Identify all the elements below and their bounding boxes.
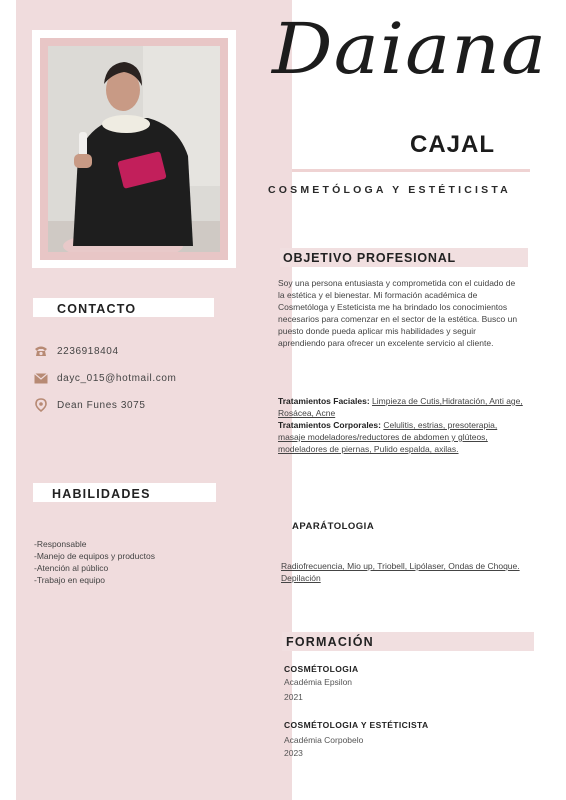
contact-title: CONTACTO (57, 302, 137, 316)
photo-frame (32, 30, 236, 268)
profile-photo-illustration (48, 46, 220, 252)
facial-label: Tratamientos Faciales: (278, 396, 370, 406)
apparatus-line: Depilación (281, 573, 321, 583)
skills-list (34, 538, 155, 586)
email-address[interactable]: dayc_015@hotmail.com (57, 372, 177, 384)
skills-title: HABILIDADES (52, 487, 151, 501)
address: Dean Funes 3075 (57, 399, 146, 411)
job-title: COSMETÓLOGA Y ESTÉTICISTA (268, 184, 511, 196)
treatments-block (278, 395, 526, 455)
objective-text: Soy una persona entusiasta y comprometida con el cuidado de la estética y el bienestar. Mi formación académica de Cosmetóloga y Esteticista me ha brindado los conocimientos necesarios para comenzar en el sector de la estética. Busco un puesto donde pueda aplicar mis habilidades y seguir aprendiendo para ofrecer un excelente servicio al cliente. (278, 278, 518, 348)
phone-icon (34, 344, 48, 358)
body-label: Tratamientos Corporales: (278, 420, 381, 430)
location-icon (34, 398, 48, 412)
skill-item: -Atención al público (34, 563, 109, 573)
skill-item: -Trabajo en equipo (34, 575, 106, 585)
first-name: Daiana (272, 8, 548, 90)
education-title: FORMACIÓN (286, 635, 374, 649)
body-treatments (278, 419, 526, 455)
education-item-title: COSMÉTOLOGIA (284, 664, 359, 674)
email-icon (34, 371, 48, 385)
last-name: CAJAL (410, 131, 496, 158)
apparatus-line: Radiofrecuencia, Mio up, Triobell, Lipólaser, Ondas de Choque. (281, 561, 520, 571)
education-item-school: Académia Corpobelo (284, 735, 364, 745)
education-item-year: 2021 (284, 692, 303, 702)
contact-email (34, 371, 176, 385)
objective-title: OBJETIVO PROFESIONAL (283, 251, 456, 265)
facial-text: Limpieza de Cutis,Hidratación, Anti age, Rosácea, Acne (278, 396, 523, 418)
facial-treatments (278, 395, 526, 419)
photo-border (40, 38, 228, 260)
education-item-title: COSMÉTOLOGIA Y ESTÉTICISTA (284, 720, 429, 730)
contact-address (34, 398, 146, 412)
apparatus-title: APARÁTOLOGIA (292, 521, 375, 532)
contact-phone (34, 344, 119, 358)
apparatus-text (281, 560, 531, 584)
name-underline (292, 169, 530, 172)
profile-photo (48, 46, 220, 252)
phone-number: 2236918404 (57, 345, 119, 357)
skill-item: -Manejo de equipos y productos (34, 551, 155, 561)
education-item-year: 2023 (284, 748, 303, 758)
body-text: Celulitis, estrias, presoterapia, masaje modeladores/reductores de abdomen y glúteos, modeladores de piernas, Pulido espalda, axilas. (278, 420, 498, 454)
skill-item: -Responsable (34, 539, 87, 549)
education-item-school: Académia Epsilon (284, 677, 353, 687)
